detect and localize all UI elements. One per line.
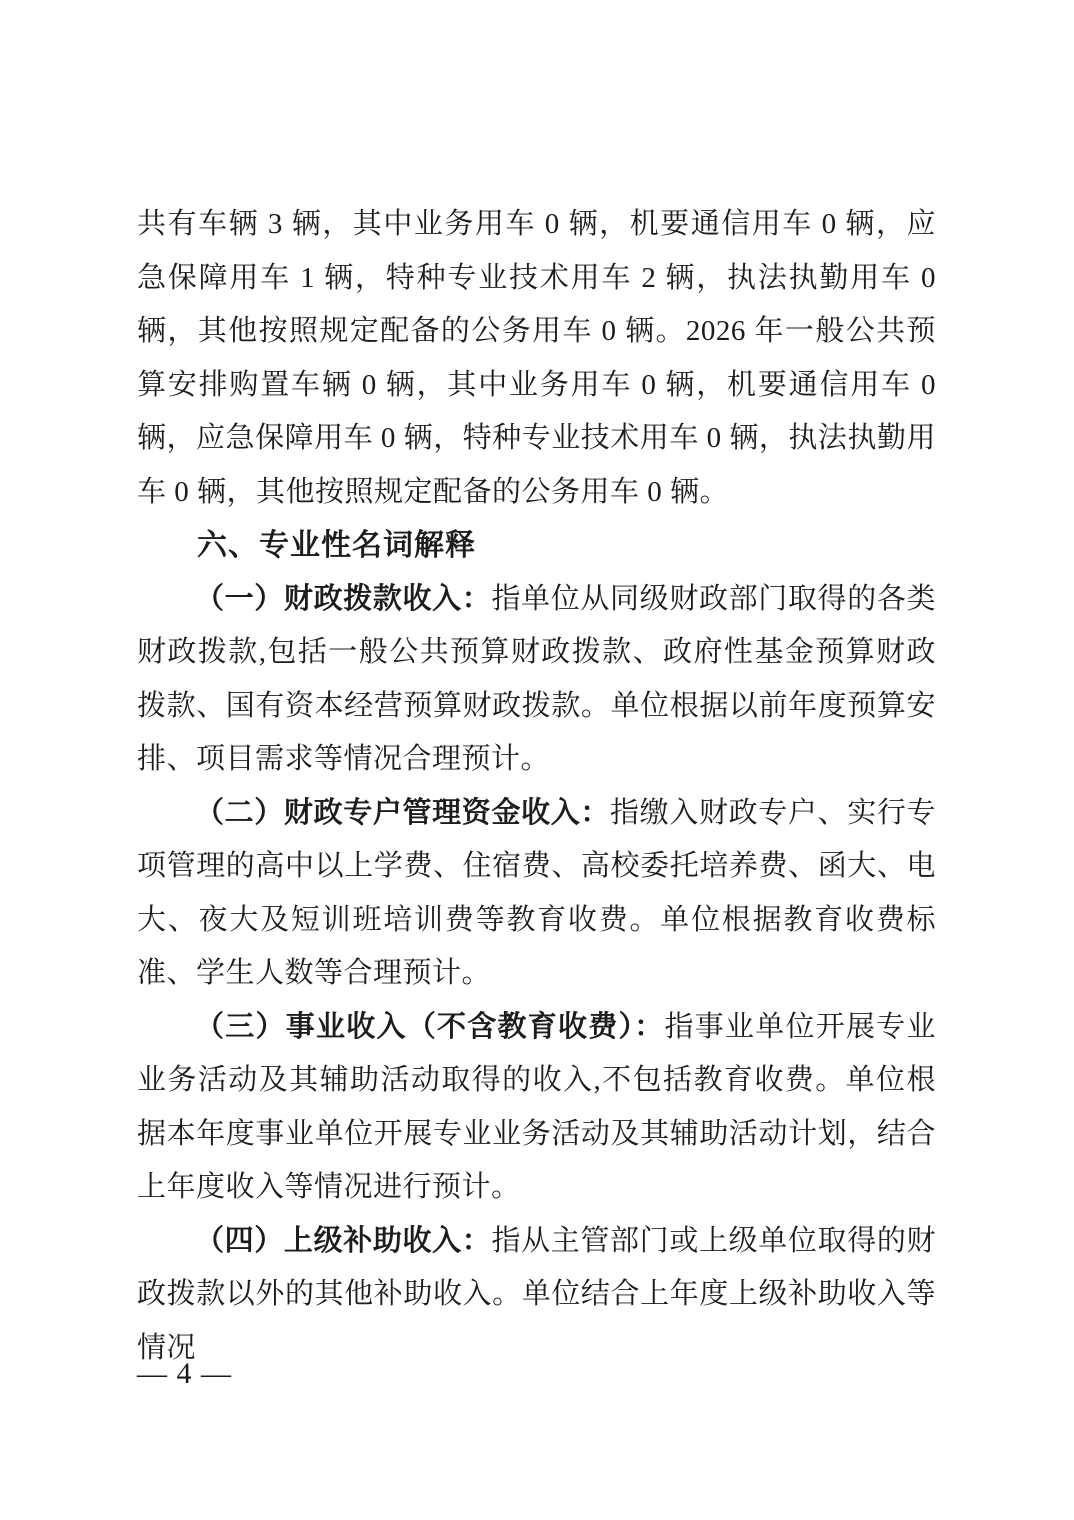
paragraph-term-1: [137, 573, 936, 787]
term-definition: 指单位从同级财政部门取得的各类财政拨款,包括一般公共预算财政拨款、政府性基金预算财政拨款、国有资本经营预算财政拨款。单位根据以前年度预算安排、项目需求等情况合理预计。: [137, 582, 936, 775]
term-definition: 指事业单位开展专业业务活动及其辅助活动取得的收入,不包括教育收费。单位根据本年度事业单位开展专业业务活动及其辅助活动计划，结合上年度收入等情况进行预计。: [137, 1010, 936, 1203]
paragraph-term-3: [137, 1001, 936, 1215]
term-title: （四）上级补助收入：: [195, 1224, 492, 1257]
term-title: （二）财政专户管理资金收入：: [195, 796, 611, 829]
section-heading-terminology: 六、专业性名词解释: [197, 528, 476, 563]
page-number: — 4 —: [137, 1357, 232, 1390]
term-title: （三）事业收入（不含教育收费）：: [195, 1010, 665, 1043]
term-definition: 指缴入财政专户、实行专项管理的高中以上学费、住宿费、高校委托培养费、函大、电大、夜大及短训班培训费等教育收费。单位根据教育收费标准、学生人数等合理预计。: [137, 796, 936, 989]
term-title: （一）财政拨款收入：: [195, 582, 492, 615]
paragraph-vehicle-counts: [137, 198, 936, 519]
paragraph-term-2: [137, 787, 936, 1001]
paragraph-text: 共有车辆 3 辆，其中业务用车 0 辆，机要通信用车 0 辆，应急保障用车 1 辆，特种专业技术用车 2 辆，执法执勤用车 0 辆，其他按照规定配备的公务用车 0 辆。2026 年一般公共预算安排购置车辆 0 辆，其中业务用车 0 辆，机要通信用车 0 辆，应急保障用车 0 辆，特种专业技术用车 0 辆，执法执勤用车 0 辆，其他按照规定配备的公务用车 0 辆。: [137, 208, 936, 508]
paragraph-term-4: [137, 1215, 936, 1376]
term-definition: 指从主管部门或上级单位取得的财政拨款以外的其他补助收入。单位结合上年度上级补助收入等情况: [137, 1224, 936, 1364]
document-body: [137, 198, 936, 1375]
